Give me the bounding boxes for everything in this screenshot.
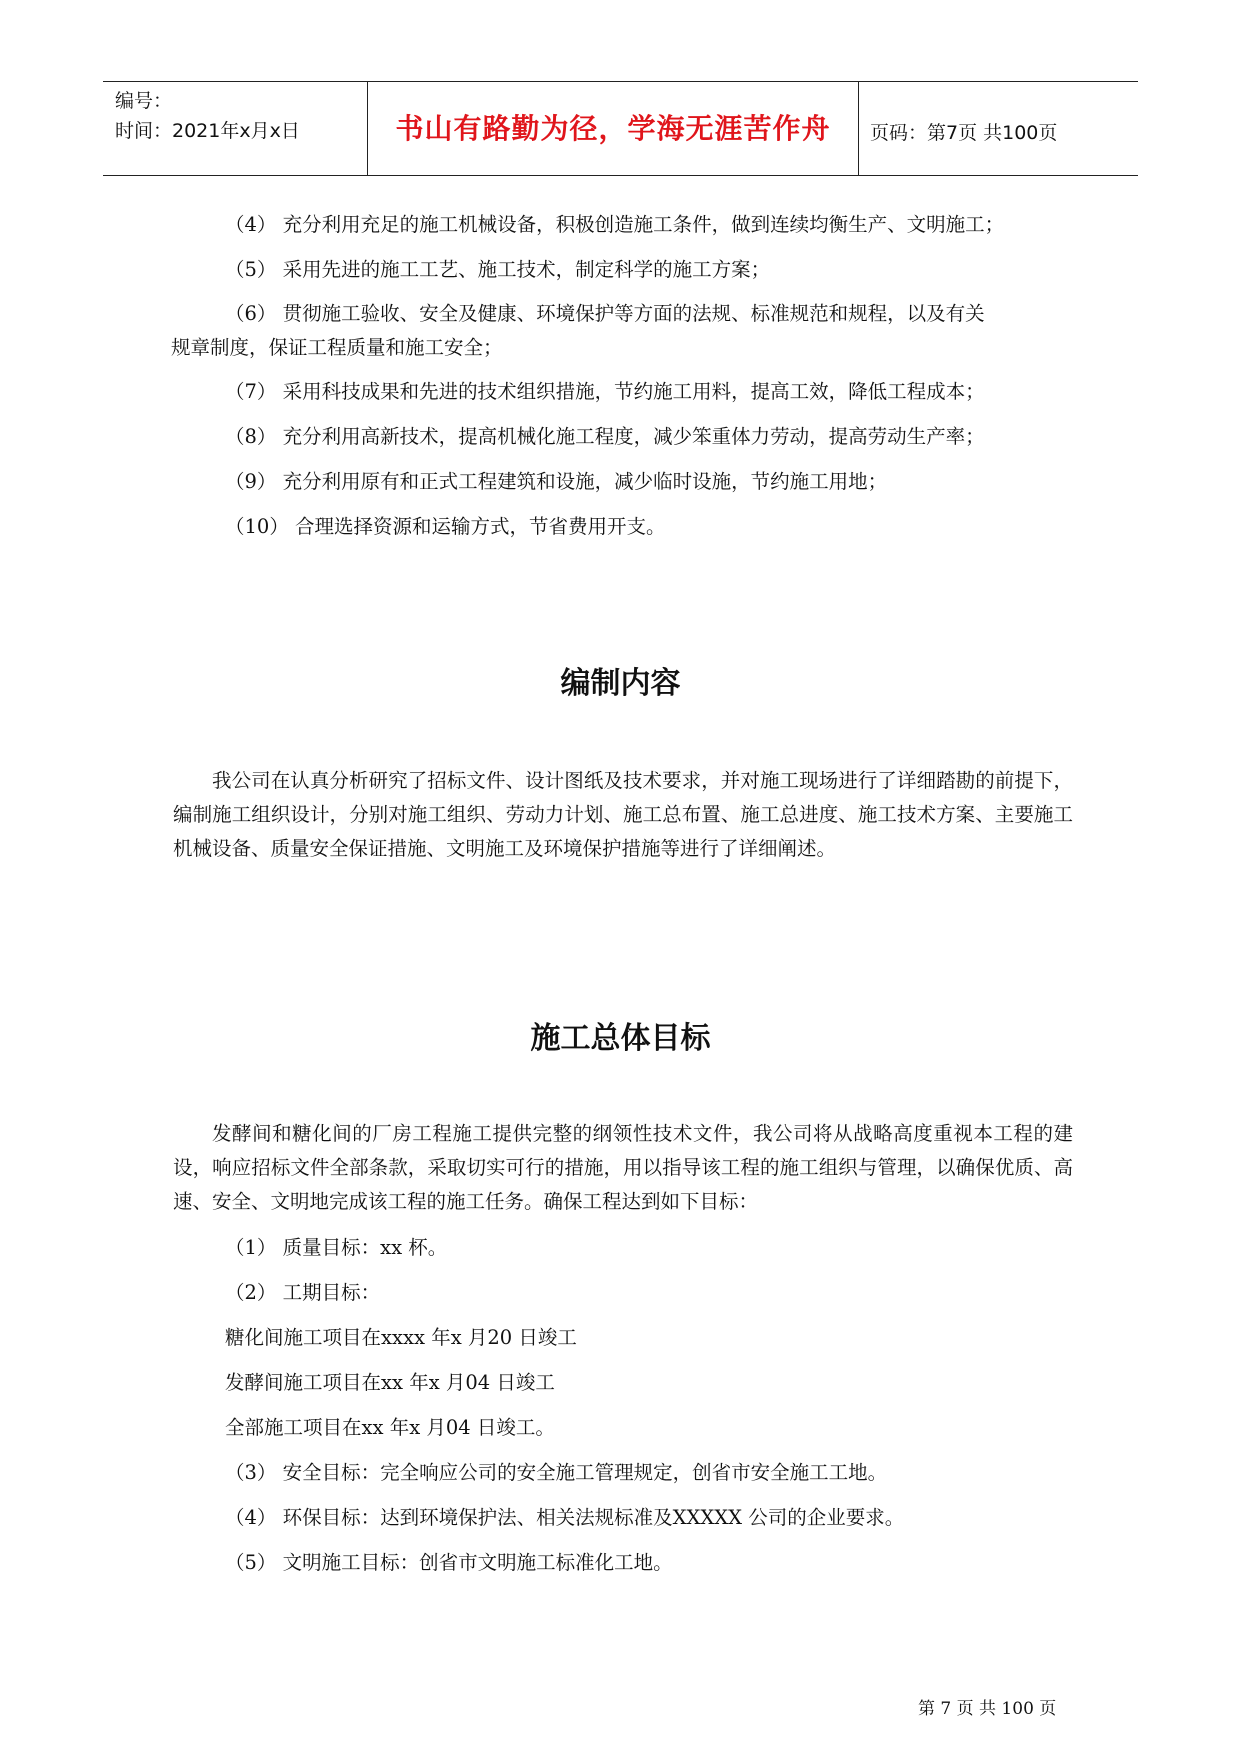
section-heading-compilation: 编制内容	[560, 666, 681, 701]
document-date: 时间：2021年x月x日	[115, 120, 300, 142]
goal-item: （5） 文明施工目标：创省市文明施工标准化工地。	[225, 1551, 673, 1574]
list-item: （5） 采用先进的施工工艺、施工技术，制定科学的施工方案；	[225, 258, 771, 281]
header-page-number: 页码：第7页 共100页	[870, 122, 1058, 144]
goal-item: （1） 质量目标：xx 杯。	[225, 1236, 448, 1259]
list-item: （6） 贯彻施工验收、安全及健康、环境保护等方面的法规、标准规范和规程，以及有关	[225, 302, 985, 325]
goal-item: 全部施工项目在xx 年x 月04 日竣工。	[225, 1416, 555, 1439]
list-item: （4） 充分利用充足的施工机械设备，积极创造施工条件，做到连续均衡生产、文明施工；	[225, 213, 1005, 236]
header-motto: 书山有路勤为径，学海无涯苦作舟	[395, 112, 831, 145]
goal-item: （3） 安全目标：完全响应公司的安全施工管理规定，创省市安全施工工地。	[225, 1461, 888, 1484]
list-item: （9） 充分利用原有和正式工程建筑和设施，减少临时设施，节约施工用地；	[225, 470, 888, 493]
goal-item: 糖化间施工项目在xxxx 年x 月20 日竣工	[225, 1326, 577, 1349]
section-heading-goals: 施工总体目标	[530, 1021, 711, 1056]
list-item: （7） 采用科技成果和先进的技术组织措施，节约施工用料，提高工效，降低工程成本；	[225, 380, 985, 403]
section-paragraph-goals: 发酵间和糖化间的厂房工程施工提供完整的纲领性技术文件，我公司将从战略高度重视本工程的建设，响应招标文件全部条款，采取切实可行的措施，用以指导该工程的施工组织与管理，以确保优质、高速、安全、文明地完成该工程的施工任务。确保工程达到如下目标：	[173, 1122, 1073, 1213]
document-number: 编号：	[115, 90, 173, 112]
header-bottom-rule	[103, 175, 1138, 176]
list-item: （8） 充分利用高新技术，提高机械化施工程度，减少笨重体力劳动，提高劳动生产率；	[225, 425, 985, 448]
header-top-rule	[103, 81, 1138, 82]
goal-item: 发酵间施工项目在xx 年x 月04 日竣工	[225, 1371, 555, 1394]
goal-item: （2） 工期目标：	[225, 1281, 381, 1304]
list-item: （10） 合理选择资源和运输方式，节省费用开支。	[225, 515, 666, 538]
page-footer: 第 7 页 共 100 页	[918, 1699, 1057, 1719]
section-paragraph-compilation: 我公司在认真分析研究了招标文件、设计图纸及技术要求，并对施工现场进行了详细踏勘的前提下，编制施工组织设计，分别对施工组织、劳动力计划、施工总布置、施工总进度、施工技术方案、主要施工机械设备、质量安全保证措施、文明施工及环境保护措施等进行了详细阐述。	[173, 769, 1073, 860]
goal-item: （4） 环保目标：达到环境保护法、相关法规标准及XXXXX 公司的企业要求。	[225, 1506, 905, 1529]
list-item-continuation: 规章制度，保证工程质量和施工安全；	[171, 336, 503, 359]
header-divider-right	[858, 81, 859, 175]
